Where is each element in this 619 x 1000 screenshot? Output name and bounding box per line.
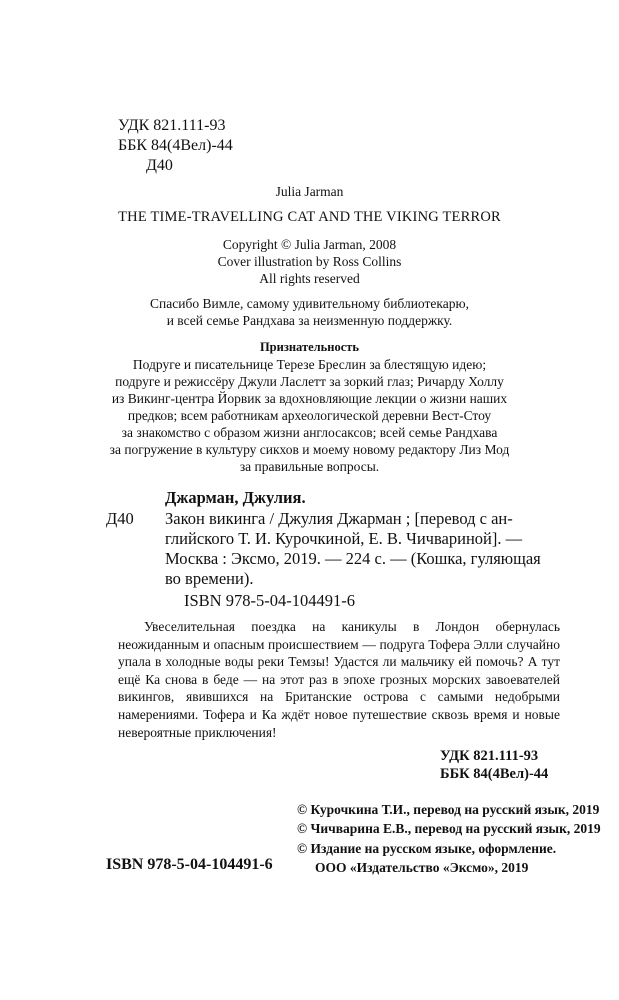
acknowledgements-line: за правильные вопросы. xyxy=(239,459,380,474)
copyright-line: Copyright © Julia Jarman, 2008 xyxy=(222,237,397,252)
isbn-bottom: ISBN 978-5-04-104491-6 xyxy=(106,856,273,873)
cip-line: во времени). xyxy=(165,569,254,588)
acknowledgements-line: за знакомство с образом жизни англосаксов; всей семье Рандхава xyxy=(121,425,498,440)
acknowledgements-line: из Викинг-центра Йорвик за вдохновляющие лекции о жизни наших xyxy=(111,391,508,406)
cip-line: глийского Т. И. Курочкиной, Е. В. Чичвариной]. — xyxy=(165,529,523,548)
author-mark: Д40 xyxy=(146,157,173,174)
cip-author-heading: Джарман, Джулия. xyxy=(165,488,306,507)
cover-credit-line: Cover illustration by Ross Collins xyxy=(217,254,402,269)
acknowledgements-line: подруге и режиссёру Джули Ласлетт за зоркий глаз; Ричарду Холлу xyxy=(115,374,504,389)
cip-description xyxy=(165,509,565,589)
rights-line: All rights reserved xyxy=(259,271,360,286)
acknowledgements-line: за погружение в культуру сикхов и моему новому редактору Лиз Мод xyxy=(109,442,510,457)
udk-code: УДК 821.111-93 xyxy=(118,117,226,134)
udk-code-bottom: УДК 821.111-93 xyxy=(440,748,539,764)
bbk-code-bottom: ББК 84(4Вел)-44 xyxy=(440,766,549,782)
copyrights-bottom xyxy=(297,800,601,877)
annotation: Увеселительная поездка на каникулы в Лондон обернулась неожиданным и опасным происшествием — подруга Тофера Элли случайно упала в холодные воды реки Темзы! Удастся ли мальчику ей помочь? А тут ещё Ка снова в беде — на этот раз в эпохе грозных морских завоевателей викингов, явившихся на Британские острова с самыми недобрыми намерениями. Тофера и Ка ждёт новое путешествие сквозь время и новые невероятные приключения! xyxy=(118,619,560,740)
cip-line: Закон викинга / Джулия Джарман ; [перевод с ан- xyxy=(165,509,513,528)
dedication-line: и всей семье Рандхава за неизменную поддержку. xyxy=(166,313,453,328)
acknowledgements-line: предков; всем работникам археологической деревни Вест-Стоу xyxy=(127,408,492,423)
original-title: THE TIME-TRAVELLING CAT AND THE VIKING TERROR xyxy=(118,209,501,225)
cip-isbn: ISBN 978-5-04-104491-6 xyxy=(184,591,355,610)
classification-top xyxy=(118,116,233,176)
bbk-code: ББК 84(4Вел)-44 xyxy=(118,137,233,154)
dedication xyxy=(0,295,619,329)
copyright-line: ООО «Издательство «Эксмо», 2019 xyxy=(315,859,529,875)
original-author: Julia Jarman xyxy=(275,184,344,199)
cip-line: Москва : Эксмо, 2019. — 224 с. — (Кошка, гуляющая xyxy=(165,549,541,568)
original-copyright xyxy=(0,236,619,287)
copyright-line: © Чичварина Е.В., перевод на русский язык, 2019 xyxy=(297,821,601,837)
cip-code: Д40 xyxy=(106,509,134,528)
copyright-line: © Курочкина Т.И., перевод на русский язык, 2019 xyxy=(297,802,600,817)
acknowledgements-line: Подруге и писательнице Терезе Бреслин за блестящую идею; xyxy=(132,357,487,372)
acknowledgements-heading: Признательность xyxy=(259,340,360,354)
acknowledgements xyxy=(0,339,619,475)
copyright-line: © Издание на русском языке, оформление. xyxy=(297,840,557,856)
dedication-line: Спасибо Вимле, самому удивительному библиотекарю, xyxy=(150,296,469,311)
classification-bottom xyxy=(440,747,548,783)
